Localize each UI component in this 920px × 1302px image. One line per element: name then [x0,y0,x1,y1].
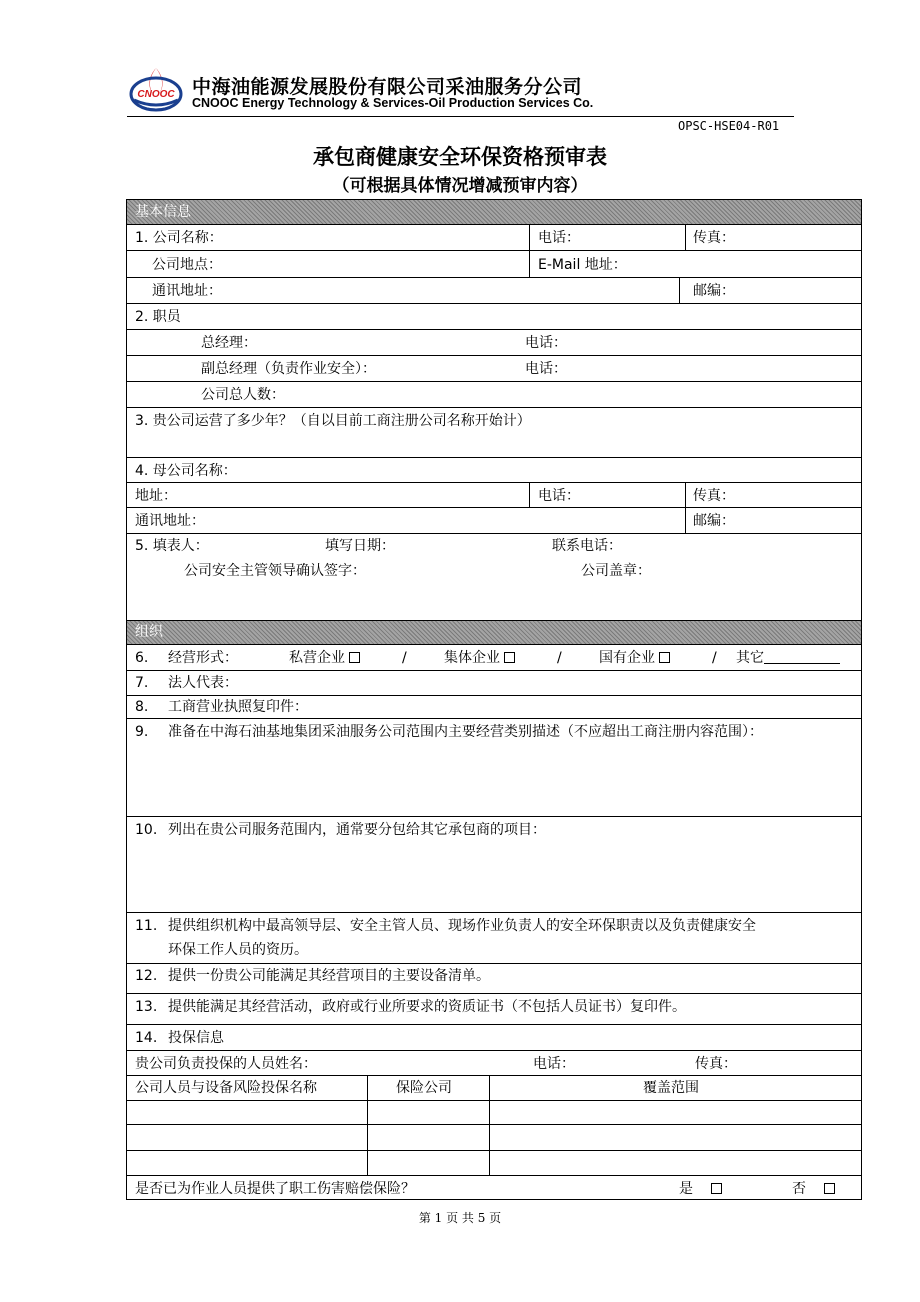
q13-number: 13. [135,999,158,1015]
fax-label: 传真： [693,230,735,246]
business-form-label: 经营形式： [168,650,238,666]
q9-number: 9. [135,724,149,740]
row-rule [127,1100,861,1101]
insurer-person-label: 贵公司负责投保的人员姓名： [135,1056,317,1072]
row-rule [127,303,861,304]
col-insurance-name: 公司人员与设备风险投保名称 [135,1080,317,1096]
staff-label: 2. 职员 [135,309,181,325]
row-rule [127,482,861,483]
headcount-label: 公司总人数： [201,387,285,403]
q7-number: 7. [135,675,149,691]
deputy-gm-label: 副总经理（负责作业安全）： [201,361,376,377]
contact-phone-label: 联系电话： [552,538,622,554]
parent-mail-label: 通讯地址： [135,513,205,529]
org-structure-line2: 环保工作人员的资历。 [168,942,308,958]
safety-sign-label: 公司安全主管领导确认签字： [184,563,366,579]
header-rule [127,116,794,117]
fill-date-label: 填写日期： [325,538,395,554]
col-rule [489,1075,490,1175]
q12-number: 12. [135,968,158,984]
row-rule [127,407,861,408]
q8-number: 8. [135,699,149,715]
email-label: E-Mail 地址： [538,257,627,273]
row-rule [127,993,861,994]
gm-label: 总经理： [201,335,257,351]
parent-fax-label: 传真： [693,488,735,504]
col-rule [685,482,686,507]
option-private[interactable]: 私营企业 [289,649,360,667]
business-scope-question: 准备在中海石油基地集团采油服务公司范围内主要经营类别描述（不应超出工商注册内容范围）： [168,724,763,740]
option-collective[interactable]: 集体企业 [444,649,515,667]
col-rule [529,482,530,507]
row-rule [127,912,861,913]
company-name-cn: 中海油能源发展股份有限公司采油服务分公司 [192,76,583,98]
separator: / [557,650,562,666]
option-other[interactable]: 其它 [736,649,840,667]
separator: / [402,650,407,666]
row-rule [127,457,861,458]
certificates-label: 提供能满足其经营活动，政府或行业所要求的资质证书（不包括人员证书）复印件。 [168,999,686,1015]
row-rule [127,670,861,671]
parent-address-label: 地址： [135,488,177,504]
deputy-phone-label: 电话： [525,361,567,377]
company-name-en: CNOOC Energy Technology & Services-Oil Production Services Co. [192,96,594,110]
option-state[interactable]: 国有企业 [599,649,670,667]
insurance-info-label: 投保信息 [168,1030,224,1046]
row-rule [127,695,861,696]
company-name-label: 1. 公司名称： [135,230,223,246]
seal-label: 公司盖章： [581,563,651,579]
option-no[interactable]: 否 [792,1180,835,1198]
phone-label: 电话： [538,230,580,246]
col-rule [679,277,680,303]
insurance-phone-label: 电话： [533,1056,575,1072]
license-copy-label: 工商营业执照复印件： [168,699,308,715]
form-title: 承包商健康安全环保资格预审表 [313,145,607,169]
filler-label: 5. 填表人： [135,538,209,554]
other-blank[interactable] [764,649,840,664]
section-basic-header: 基本信息 [127,200,861,224]
subcontract-question: 列出在贵公司服务范围内，通常要分包给其它承包商的项目： [168,822,546,838]
section-org-header: 组织 [127,620,861,644]
equipment-list-label: 提供一份贵公司能满足其经营项目的主要设备清单。 [168,968,490,984]
col-rule [367,1075,368,1175]
page-footer: 第 1 页 共 5 页 [418,1211,502,1225]
row-rule [127,644,861,645]
company-address-label: 公司地点： [152,257,222,273]
parent-company-label: 4. 母公司名称： [135,463,237,479]
row-rule [127,816,861,817]
org-structure-line1: 提供组织机构中最高领导层、安全主管人员、现场作业负责人的安全环保职责以及负责健康安全 [168,918,756,934]
row-rule [127,620,861,621]
row-rule [127,1024,861,1025]
checkbox-state[interactable] [659,652,670,663]
legal-rep-label: 法人代表： [168,675,238,691]
row-rule [127,355,861,356]
row-rule [127,1124,861,1125]
logo-text: CNOOC [137,89,175,100]
row-rule [127,381,861,382]
q14-number: 14. [135,1030,158,1046]
col-rule [685,507,686,533]
col-insurer: 保险公司 [396,1080,452,1096]
option-yes[interactable]: 是 [679,1180,722,1198]
q10-number: 10. [135,822,158,838]
row-rule [127,718,861,719]
mail-address-label: 通讯地址： [152,283,222,299]
parent-postcode-label: 邮编： [693,513,735,529]
row-rule [127,1050,861,1051]
row-rule [127,963,861,964]
col-coverage: 覆盖范围 [643,1080,699,1096]
years-question: 3. 贵公司运营了多少年？（自以目前工商注册公司名称开始计） [135,413,531,429]
cnooc-logo [127,64,185,114]
row-rule [127,250,861,251]
row-rule [127,1150,861,1151]
q6-number: 6. [135,650,149,666]
compensation-question: 是否已为作业人员提供了职工伤害赔偿保险？ [135,1181,415,1197]
checkbox-yes[interactable] [711,1183,722,1194]
col-rule [685,224,686,250]
row-rule [127,1075,861,1076]
row-rule [127,329,861,330]
row-rule [127,507,861,508]
parent-phone-label: 电话： [538,488,580,504]
row-rule [127,533,861,534]
separator: / [712,650,717,666]
checkbox-collective[interactable] [504,652,515,663]
row-rule [127,1175,861,1176]
postcode-label: 邮编： [693,283,735,299]
insurance-fax-label: 传真： [695,1056,737,1072]
row-rule [127,224,861,225]
checkbox-no[interactable] [824,1183,835,1194]
gm-phone-label: 电话： [525,335,567,351]
checkbox-private[interactable] [349,652,360,663]
col-rule [529,224,530,277]
q11-number: 11. [135,918,158,934]
document-number: OPSC-HSE04-R01 [678,119,780,133]
form-subtitle: （可根据具体情况增减预审内容） [332,176,588,196]
row-rule [127,277,861,278]
